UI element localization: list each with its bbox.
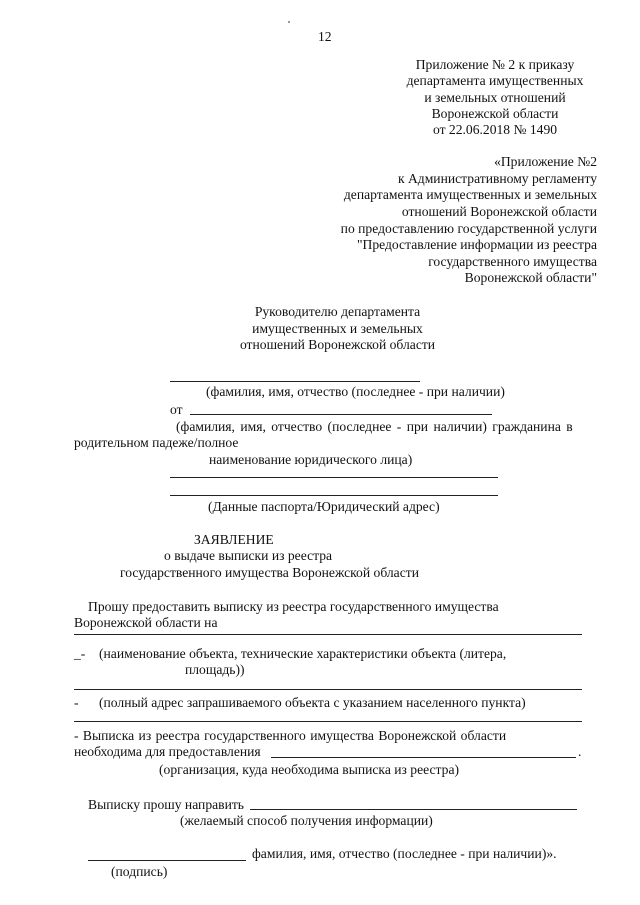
appendix-order-line: департамента имущественных: [406, 73, 584, 88]
appendix-regulation-line: по предоставлению государственной услуги: [340, 221, 597, 236]
send-label: Выписку прошу направить: [88, 797, 244, 812]
appendix-regulation-line: департамента имущественных и земельных: [343, 187, 597, 202]
addressee-line: имущественных и земельных: [252, 321, 423, 336]
page-number: 12: [318, 29, 332, 44]
from-input-line[interactable]: [190, 414, 492, 415]
statement-title: ЗАЯВЛЕНИЕ: [194, 532, 274, 547]
passport-input-line-1[interactable]: [170, 477, 498, 478]
statement-subtitle: государственного имущества Воронежской области: [120, 565, 419, 580]
from-caption-line: наименование юридического лица): [209, 452, 413, 467]
send-method-input-line[interactable]: [250, 809, 577, 810]
purpose-end: .: [578, 744, 582, 759]
object-dash: _-: [74, 646, 86, 661]
statement-subtitle: о выдаче выписки из реестра: [164, 548, 333, 563]
passport-input-line-2[interactable]: [170, 495, 498, 496]
passport-caption: (Данные паспорта/Юридический адрес): [208, 499, 440, 514]
appendix-regulation-line: государственного имущества: [428, 254, 597, 269]
from-label: от: [170, 402, 183, 417]
send-caption: (желаемый способ получения информации): [180, 813, 433, 828]
address-dash: -: [74, 695, 79, 710]
from-caption-line: родительном падеже/полное: [74, 435, 239, 450]
appendix-order-line: и земельных отношений: [424, 90, 566, 105]
signature-fio: фамилия, имя, отчество (последнее - при наличии)».: [252, 846, 557, 861]
appendix-regulation-line: к Административному регламенту: [397, 171, 597, 186]
appendix-regulation-line: отношений Воронежской области: [401, 204, 597, 219]
appendix-regulation-line: "Предоставление информации из реестра: [356, 237, 597, 252]
appendix-regulation-line: Воронежской области": [464, 270, 597, 285]
appendix-order-line: Приложение № 2 к приказу: [415, 57, 575, 72]
object-input-line[interactable]: [74, 634, 582, 635]
appendix-order-line: Воронежской области: [431, 106, 559, 121]
from-caption-line: (фамилия, имя, отчество (последнее - при наличии) гражданина в: [176, 419, 573, 434]
object-caption: (наименование объекта, технические характеристики объекта (литера,: [99, 646, 507, 661]
purpose-text: необходима для предоставления: [74, 744, 261, 759]
request-text: Воронежской области на: [74, 615, 218, 630]
scan-speck: [288, 21, 290, 23]
purpose-input-line[interactable]: [271, 757, 576, 758]
address-caption: (полный адрес запрашиваемого объекта с указанием населенного пункта): [99, 695, 526, 710]
addressee-line: отношений Воронежской области: [239, 337, 436, 352]
address-input-line[interactable]: [74, 721, 582, 722]
appendix-regulation-line: «Приложение №2: [494, 154, 597, 169]
purpose-text: - Выписка из реестра государственного имущества Воронежской области: [74, 728, 507, 743]
object-input-line-2[interactable]: [74, 689, 582, 690]
object-caption: площадь)): [185, 662, 245, 677]
signature-input-line[interactable]: [88, 860, 246, 861]
request-text: Прошу предоставить выписку из реестра государственного имущества: [88, 599, 499, 614]
appendix-order-line: от 22.06.2018 № 1490: [432, 122, 558, 137]
applicant-name-line[interactable]: [170, 381, 420, 382]
addressee-line: Руководителю департамента: [254, 304, 421, 319]
signature-caption: (подпись): [111, 864, 168, 879]
purpose-caption: (организация, куда необходима выписка из реестра): [159, 762, 460, 777]
applicant-name-caption: (фамилия, имя, отчество (последнее - при наличии): [206, 384, 505, 399]
